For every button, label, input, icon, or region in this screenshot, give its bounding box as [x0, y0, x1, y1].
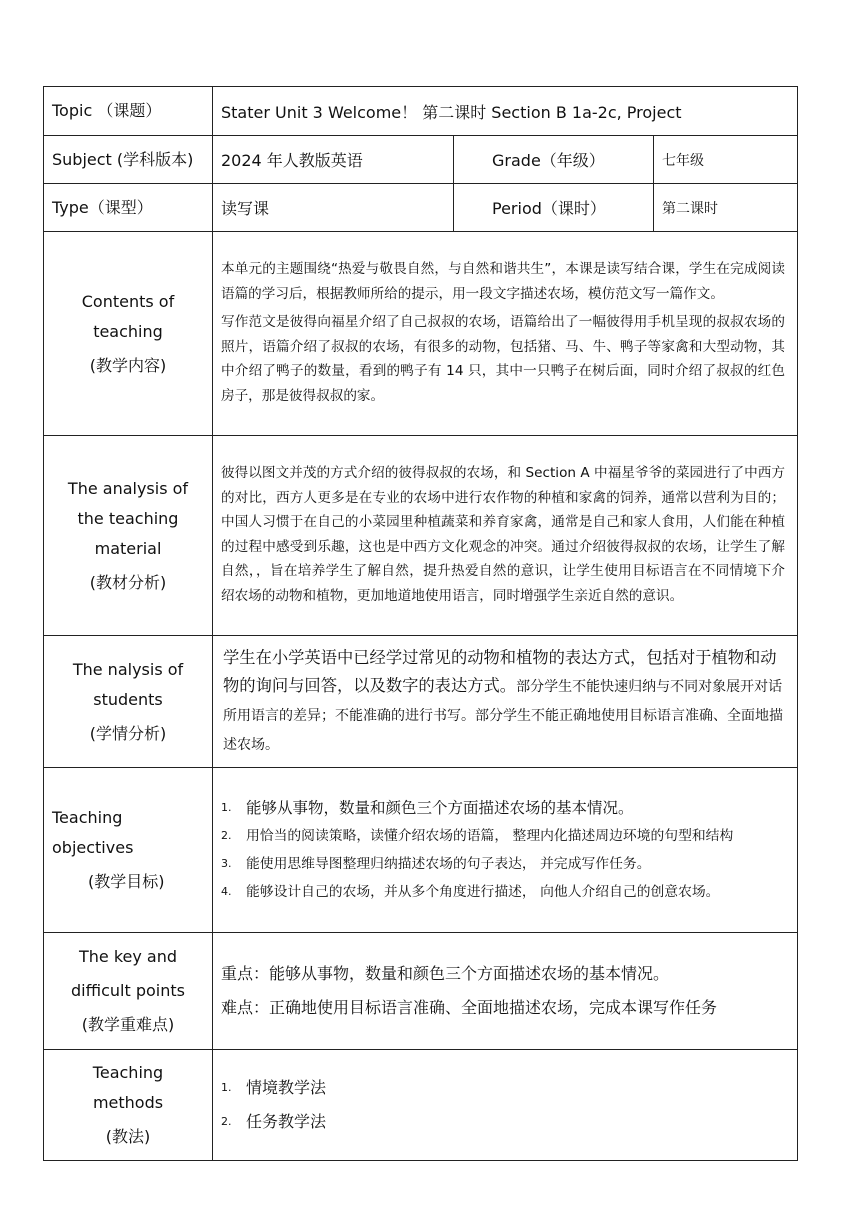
methods-row — [44, 1050, 798, 1161]
students-label-en-2: students — [93, 689, 163, 709]
methods-label-en-1: Teaching — [92, 1063, 164, 1082]
difficult-point: 难点：正确地使用目标语言准确、全面地描述农场，完成本课写作任务 — [221, 998, 718, 1017]
objective-item: 4. 能够设计自己的农场，并从多个角度进行描述， 向他人介绍自己的创意农场。 — [221, 884, 720, 900]
objectives-row — [44, 768, 798, 933]
topic-row — [44, 87, 798, 136]
students-text — [213, 636, 798, 768]
period-label: Period（课时） — [454, 184, 654, 232]
type-value: 读写课 — [213, 184, 454, 232]
students-label-cn: (学情分析) — [89, 723, 167, 743]
material-text — [213, 436, 798, 636]
methods-list-cell — [213, 1050, 798, 1161]
subject-row — [44, 136, 798, 184]
contents-row — [44, 232, 798, 436]
type-label: Type（课型） — [44, 184, 213, 232]
methods-list — [213, 1071, 797, 1139]
method-item: 1. 情境教学法 — [221, 1078, 327, 1097]
subject-value: 2024 年人教版英语 — [213, 136, 454, 184]
material-label-en-3: material — [94, 538, 162, 558]
objectives-label-en-1: Teaching — [52, 808, 123, 827]
key-point: 重点：能够从事物，数量和颜色三个方面描述农场的基本情况。 — [221, 964, 670, 983]
grade-label: Grade（年级） — [454, 136, 654, 184]
key-points-label-cn: (教学重难点) — [81, 1015, 175, 1034]
contents-label-cn: (教学内容) — [89, 355, 167, 375]
contents-label-en-1: Contents of — [81, 291, 175, 311]
topic-value: Stater Unit 3 Welcome！ 第二课时 Section B 1a-2c, Project — [213, 87, 798, 136]
lesson-plan-table — [43, 86, 798, 1161]
students-para-rest: 部分学生不能快速归纳与不同对象展开对话所用语言的差异；不能准确的进行书写。部分学生不能正确地使用目标语言准确、全面地描述农场。 — [223, 679, 783, 753]
key-points-label-en-2: difficult points — [71, 981, 185, 1000]
material-label — [44, 436, 213, 636]
methods-label-en-2: methods — [92, 1093, 164, 1112]
key-points-text — [213, 933, 798, 1050]
material-label-en-2: the teaching — [77, 508, 179, 528]
method-item: 2. 任务教学法 — [221, 1112, 327, 1131]
students-label — [44, 636, 213, 768]
objectives-label-en-2: objectives — [52, 838, 134, 857]
students-para-lead: 学生在小学英语中已经学过常见的动物和植物的表达方式，包括对于植物和动物的询问与回答，以及数字的表达方式。 — [223, 648, 777, 695]
grade-value: 七年级 — [654, 136, 798, 184]
contents-text — [213, 232, 798, 436]
students-row — [44, 636, 798, 768]
material-label-cn: (教材分析) — [89, 572, 167, 592]
objective-item: 2. 用恰当的阅读策略，读懂介绍农场的语篇， 整理内化描述周边环境的句型和结构 — [221, 828, 734, 844]
material-label-en-1: The analysis of — [67, 478, 189, 498]
objectives-list — [213, 797, 797, 903]
objectives-label-cn: (教学目标) — [88, 872, 165, 891]
key-points-row — [44, 933, 798, 1050]
objectives-list-cell — [213, 768, 798, 933]
methods-label-cn: (教法) — [105, 1127, 151, 1146]
material-para: 彼得以图文并茂的方式介绍的彼得叔叔的农场，和 Section A 中福星爷爷的菜园进行了中西方的对比，西方人更多是在专业的农场中进行农作物的种植和家禽的饲养，通常以营利为目的；中国人习惯于在自己的小菜园里种植蔬菜和养育家禽，通常是自己和家人食用，人们能在种植的过程中感受到乐趣，这也是中西方文化观念的冲突。通过介绍彼得叔叔的农场，让学生了解自然，，旨在培养学生了解自然，提升热爱自然的意识，让学生使用目标语言在不同情境下介绍农场的动物和植物，更加地道地使用语言，同时增强学生亲近自然的意识。 — [221, 465, 785, 604]
objectives-label — [44, 768, 213, 933]
objective-item: 1. 能够从事物，数量和颜色三个方面描述农场的基本情况。 — [221, 799, 634, 817]
contents-label-en-2: teaching — [93, 321, 163, 341]
contents-para-2: 写作范文是彼得向福星介绍了自己叔叔的农场，语篇给出了一幅彼得用手机呈现的叔叔农场的照片，语篇介绍了叔叔的农场，有很多的动物，包括猪、马、牛、鸭子等家禽和大型动物，其中介绍了鸭子的数量，看到的鸭子有 14 只，其中一只鸭子在树后面，同时介绍了叔叔的红色房子，那是彼得叔叔的家。 — [221, 314, 785, 404]
key-points-label — [44, 933, 213, 1050]
key-points-label-en-1: The key and — [78, 947, 178, 966]
contents-para-1: 本单元的主题围绕“热爱与敬畏自然，与自然和谐共生”，本课是读写结合课，学生在完成阅读语篇的学习后，根据教师所给的提示，用一段文字描述农场，模仿范文写一篇作文。 — [221, 261, 785, 302]
subject-label: Subject (学科版本) — [44, 136, 213, 184]
contents-label — [44, 232, 213, 436]
type-row — [44, 184, 798, 232]
students-label-en-1: The nalysis of — [72, 659, 184, 679]
objective-item: 3. 能使用思维导图整理归纳描述农场的句子表达， 并完成写作任务。 — [221, 856, 651, 872]
material-row — [44, 436, 798, 636]
period-value: 第二课时 — [654, 184, 798, 232]
topic-label: Topic （课题） — [44, 87, 213, 136]
methods-label — [44, 1050, 213, 1161]
